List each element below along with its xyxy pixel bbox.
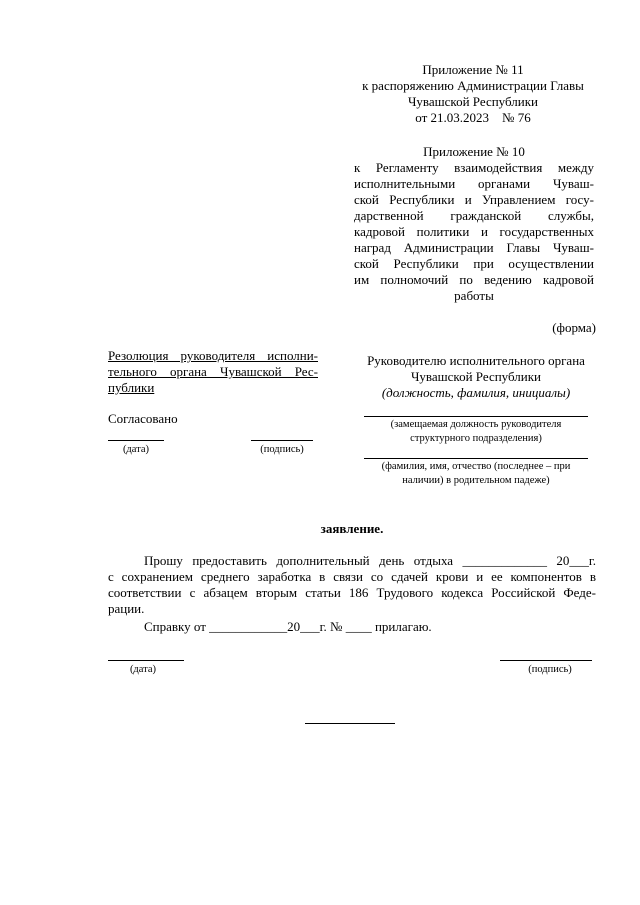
name-caption	[352, 460, 600, 488]
appendix-10-line: ской Республики при осуществлении	[354, 256, 594, 271]
name-blank-line	[364, 458, 588, 459]
footer-signature-line	[500, 660, 592, 661]
bottom-separator-line	[305, 723, 395, 724]
appendix-10-line: исполнительными органами Чуваш-	[354, 176, 594, 191]
certificate-line: Справку от ____________20___г. № ____ прилагаю.	[144, 619, 432, 634]
resolution-signature-line	[251, 440, 313, 441]
appendix-11-header	[350, 62, 596, 126]
statement-line: с сохранением среднего заработка в связи со сдачей крови и ее компонентов в	[108, 569, 596, 584]
agreed-label: Согласовано	[108, 411, 178, 426]
statement-line: Прошу предоставить дополнительный день отдыха _____________ 20___г.	[144, 553, 596, 568]
addressee-line-2: Чувашской Республики	[410, 369, 542, 384]
appendix-10-line: ской Республики и Управлением госу-	[354, 192, 594, 207]
appendix-10-header	[354, 144, 594, 304]
appendix-10-line: кадровой политики и государственных	[354, 224, 594, 239]
position-caption-line-2: структурного подразделения)	[410, 433, 542, 444]
name-caption-line-1: (фамилия, имя, отчество (последнее – при	[381, 461, 571, 472]
appendix-11-date-number: от 21.03.2023 № 76	[415, 110, 531, 125]
addressee-line-3: (должность, фамилия, инициалы)	[381, 385, 571, 400]
statement-title: заявление.	[320, 521, 384, 536]
resolution-date-line	[108, 440, 164, 441]
resolution-block	[108, 348, 318, 396]
resolution-line: Резолюция руководителя исполни-	[108, 348, 318, 363]
addressee-block	[352, 353, 600, 401]
appendix-11-line-2: Чувашской Республики	[407, 94, 539, 109]
resolution-date-caption: (дата)	[122, 444, 150, 455]
statement-body	[108, 553, 596, 635]
resolution-line: тельного органа Чувашской Рес-	[108, 364, 318, 379]
appendix-10-line: к Регламенту взаимодействия между	[354, 160, 594, 175]
appendix-10-line-last: работы	[454, 288, 494, 303]
position-blank-line	[364, 416, 588, 417]
name-caption-line-2: наличии) в родительном падеже)	[402, 475, 550, 486]
form-label: (форма)	[552, 320, 596, 335]
appendix-11-line-1: к распоряжению Администрации Главы	[362, 78, 584, 93]
statement-line: соответствии с абзацем вторым статьи 186 Трудового кодекса Российской Феде-	[108, 585, 596, 600]
footer-date-line	[108, 660, 184, 661]
appendix-10-line: дарственной гражданской службы,	[354, 208, 594, 223]
footer-date-caption: (дата)	[129, 664, 157, 675]
position-caption-line-1: (замещаемая должность руководителя	[390, 419, 562, 430]
appendix-11-title: Приложение № 11	[422, 62, 524, 77]
addressee-line-1: Руководителю исполнительного органа	[367, 353, 585, 368]
footer-signature-caption: (подпись)	[528, 664, 572, 675]
resolution-line: публики	[108, 380, 155, 395]
appendix-10-line: им полномочий по ведению кадровой	[354, 272, 594, 287]
position-caption	[352, 418, 600, 446]
statement-line-last: рации.	[108, 601, 145, 616]
resolution-signature-caption: (подпись)	[260, 444, 304, 455]
appendix-10-title: Приложение № 10	[423, 144, 525, 159]
appendix-10-line: наград Администрации Главы Чуваш-	[354, 240, 594, 255]
